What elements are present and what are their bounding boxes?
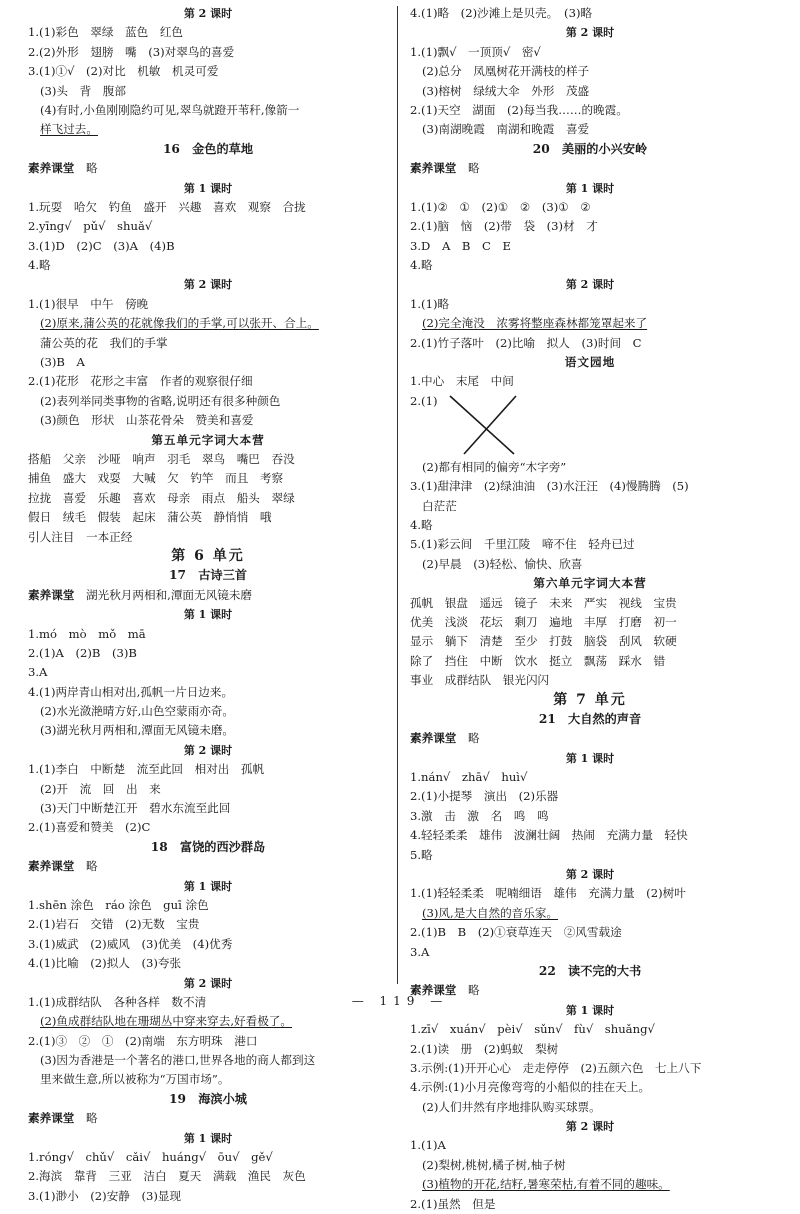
answer-line — [28, 353, 388, 372]
answer-line — [410, 516, 770, 535]
answer-text: 2.(1)花形 花形之丰富 作者的观察很仔细 — [28, 374, 253, 389]
answer-text: 2.(2)外形 翅膀 嘴 (3)对翠鸟的喜爱 — [28, 44, 235, 59]
answer-line — [410, 787, 770, 806]
answer-line — [410, 1098, 770, 1117]
section-answer: 略 — [86, 859, 98, 874]
literacy-class-line — [28, 857, 388, 876]
answer-line — [28, 1167, 388, 1186]
section-answer: 略 — [468, 161, 480, 176]
lesson-period-heading: 第 2 课时 — [183, 278, 233, 292]
lesson-period-heading: 第 2 课时 — [565, 26, 615, 40]
answer-line — [28, 217, 388, 236]
lesson-title: 16 金色的草地 — [162, 141, 254, 156]
section-label: 素养课堂 — [28, 1111, 75, 1126]
matching-diagram — [410, 392, 770, 458]
answer-line — [410, 1040, 770, 1059]
answer-text: 拉拢 喜爱 乐趣 喜欢 母亲 雨点 船头 翠绿 — [28, 490, 295, 505]
answer-line — [410, 613, 770, 632]
answer-line — [410, 295, 770, 314]
answer-text: 1.róng√ chǔ√ cǎi√ huáng√ ōu√ gě√ — [28, 1150, 273, 1165]
answer-line — [28, 915, 388, 934]
lesson-title: 21 大自然的声音 — [538, 711, 642, 726]
answer-line — [28, 1012, 388, 1031]
lesson-period-heading: 第 1 课时 — [565, 751, 615, 765]
answer-text: (3)湖光秋月两相和,潭面无风镜未磨。 — [40, 723, 235, 738]
answer-text: (3)头 背 腹部 — [40, 83, 126, 98]
answer-line — [28, 625, 388, 644]
answer-line — [410, 237, 770, 256]
answer-text: 2.(1)虽然 但是 — [410, 1196, 496, 1211]
answer-line — [410, 807, 770, 826]
lesson-period-heading: 第 2 课时 — [183, 976, 233, 990]
answer-text: 2.海滨 靠背 三亚 洁白 夏天 满载 渔民 灰色 — [28, 1169, 306, 1184]
answer-line — [28, 702, 388, 721]
answer-line — [28, 896, 388, 915]
lesson-title: 22 读不完的大书 — [538, 963, 642, 978]
answer-line — [28, 469, 388, 488]
answer-text: 1.(1)彩色 翠绿 蓝色 红色 — [28, 25, 184, 40]
answer-text: (2)人们井然有序地排队购买球票。 — [422, 1099, 601, 1114]
answer-text: 4.略 — [410, 517, 433, 532]
answer-line — [28, 450, 388, 469]
answer-line — [410, 372, 770, 391]
answer-text: 2.(1)岩石 交错 (2)无数 宝贵 — [28, 917, 200, 932]
vocabulary-section-title: 第五单元字词大本营 — [151, 432, 265, 447]
answer-line — [410, 1195, 770, 1214]
answer-text: 3.(1)威武 (2)威风 (3)优美 (4)优秀 — [28, 936, 233, 951]
answer-line — [28, 256, 388, 275]
lesson-period-heading: 第 1 课时 — [565, 1003, 615, 1017]
answer-text: (3)天门中断楚江开 碧水东流至此回 — [40, 801, 231, 816]
answer-text: 2.(1)A (2)B (3)B — [28, 645, 137, 660]
answer-text: 2.(1)脑 恼 (2)带 袋 (3)材 才 — [410, 219, 598, 234]
answer-line — [410, 4, 770, 23]
literacy-class-line — [28, 586, 388, 605]
answer-text: 搭船 父亲 沙哑 响声 羽毛 翠鸟 嘴巴 吞没 — [28, 451, 295, 466]
matching-line-1 — [450, 396, 514, 454]
answer-line — [28, 43, 388, 62]
answer-line — [28, 1187, 388, 1206]
answer-line — [410, 826, 770, 845]
answer-line — [410, 334, 770, 353]
answer-text: 4.示例:(1)小月亮像弯弯的小船似的挂在天上。 — [410, 1080, 651, 1095]
answer-text: 2.(1)B B (2)①衰草连天 ②风雪载途 — [410, 925, 622, 940]
answer-line — [410, 256, 770, 275]
answer-text: (2)早晨 (3)轻松、愉快、欣喜 — [422, 556, 583, 571]
answer-line — [410, 1136, 770, 1155]
answer-line — [410, 314, 770, 333]
answer-line — [28, 1070, 388, 1089]
answer-text: 4.(1)略 (2)沙滩上是贝壳。 (3)略 — [410, 6, 593, 20]
underlined-answer: (3)植物的开花,结籽,暑寒荣枯,有着不同的趣味。 — [422, 1177, 670, 1192]
underlined-answer: (3)风,是大自然的音乐家。 — [422, 905, 559, 920]
answer-text: 4.轻轻柔柔 雄伟 波澜壮阔 热闹 充满力量 轻快 — [410, 828, 688, 843]
answer-text: 3.D A B C E — [410, 238, 511, 253]
answer-line — [410, 594, 770, 613]
section-answer: 湖光秋月两相和,潭面无风镜未磨 — [86, 587, 252, 602]
answer-text: (2)总分 凤凰树花开满枝的样子 — [422, 64, 590, 79]
answer-text: 4.(1)两岸青山相对出,孤帆一片日边来。 — [28, 684, 234, 699]
answer-text: 2.(1)喜爱和赞美 (2)C — [28, 820, 151, 835]
answer-text: 2.(1)读 册 (2)蚂蚁 梨树 — [410, 1041, 559, 1056]
answer-text: 1.玩耍 哈欠 钓鱼 盛开 兴趣 喜欢 观察 合拢 — [28, 199, 306, 214]
section-label: 素养课堂 — [410, 983, 457, 998]
vocabulary-section-title: 第六单元字词大本营 — [533, 576, 647, 591]
answer-text: 优美 浅淡 花坛 剩刀 遍地 丰厚 打磨 初一 — [410, 614, 677, 629]
answer-line — [410, 768, 770, 787]
lesson-period-heading: 第 2 课时 — [565, 278, 615, 292]
answer-line — [28, 101, 388, 120]
lesson-period-heading: 第 1 课时 — [183, 879, 233, 893]
answer-line — [410, 1156, 770, 1175]
answer-line — [28, 760, 388, 779]
answer-line — [28, 120, 388, 139]
answer-text: 2.(1)③ ② ① (2)南端 东方明珠 港口 — [28, 1033, 258, 1048]
answer-line — [28, 295, 388, 314]
answer-text: 2.yīng√ pǔ√ shuǎ√ — [28, 219, 153, 234]
vocabulary-section-title: 语文园地 — [564, 355, 616, 370]
unit-title: 第 6 单元 — [171, 547, 245, 564]
section-answer: 略 — [468, 983, 480, 998]
answer-text: 事业 成群结队 银光闪闪 — [410, 673, 550, 688]
answer-line — [410, 904, 770, 923]
lesson-period-heading: 第 1 课时 — [183, 608, 233, 622]
answer-line — [28, 314, 388, 333]
lesson-period-heading: 第 2 课时 — [565, 868, 615, 882]
answer-line — [410, 535, 770, 554]
answer-text: 1.zī√ xuán√ pèi√ sǔn√ fù√ shuǎng√ — [410, 1022, 655, 1037]
literacy-class-line — [410, 159, 770, 178]
answer-text: (3)B A — [40, 355, 85, 370]
answer-text: 1.(1)很早 中午 傍晚 — [28, 296, 149, 311]
answer-line — [28, 954, 388, 973]
answer-line — [28, 392, 388, 411]
lesson-period-heading: 第 2 课时 — [183, 743, 233, 757]
answer-line — [28, 721, 388, 740]
answer-text: (2)都有相同的偏旁“木字旁” — [422, 459, 567, 474]
answer-line — [28, 508, 388, 527]
answer-text: 除了 挡住 中断 饮水 挺立 飘荡 踩水 错 — [410, 653, 666, 668]
answer-text: 蒲公英的花 我们的手掌 — [40, 335, 168, 350]
answer-text: (2)梨树,桃树,橘子树,柚子树 — [422, 1157, 566, 1172]
lesson-period-heading: 第 2 课时 — [183, 7, 233, 20]
answer-text: 1.(1)飘√ 一顶顶√ 密√ — [410, 44, 541, 59]
answer-line — [28, 663, 388, 682]
answer-line — [410, 497, 770, 516]
answer-text: 引人注目 一本正经 — [28, 529, 133, 544]
answer-text: 假日 绒毛 假装 起床 蒲公英 静悄悄 哦 — [28, 510, 272, 525]
lesson-period-heading: 第 2 课时 — [565, 1120, 615, 1134]
answer-line — [28, 1051, 388, 1070]
underlined-answer: (2)鱼成群结队地在珊瑚丛中穿来穿去,好看极了。 — [40, 1014, 292, 1029]
answer-text: 1.(1)A — [410, 1138, 446, 1153]
answer-text: (3)因为香港是一个著名的港口,世界各地的商人都到这 — [40, 1053, 316, 1068]
answer-line — [410, 217, 770, 236]
answer-text: 3.(1)①√ (2)对比 机敏 机灵可爱 — [28, 64, 219, 79]
answer-text: 1.nán√ zhā√ huì√ — [410, 770, 528, 785]
right-column — [410, 4, 770, 1214]
answer-text: 1.(1)轻轻柔柔 呢喃细语 雄伟 充满力量 (2)树叶 — [410, 886, 686, 901]
answer-text: 里来做生意,所以被称为“万国市场”。 — [40, 1072, 230, 1087]
literacy-class-line — [410, 729, 770, 748]
answer-line — [410, 652, 770, 671]
matching-lines-icon — [424, 392, 584, 458]
answer-line — [410, 62, 770, 81]
lesson-period-heading: 第 1 课时 — [565, 181, 615, 195]
answer-line — [28, 411, 388, 430]
answer-text: 5.(1)彩云间 千里江陵 啼不住 轻舟已过 — [410, 537, 635, 552]
lesson-title: 20 美丽的小兴安岭 — [532, 141, 648, 156]
answer-text: 1.(1)成群结队 各种各样 数不清 — [28, 994, 207, 1009]
answer-text: 3.(1)渺小 (2)安静 (3)显现 — [28, 1188, 182, 1203]
answer-line — [28, 198, 388, 217]
answer-text: 3.A — [28, 665, 48, 680]
answer-text: 1.(1)李白 中断楚 流至此回 相对出 孤帆 — [28, 762, 265, 777]
lesson-title: 17 古诗三首 — [169, 568, 247, 583]
answer-text: 1.中心 末尾 中间 — [410, 374, 514, 389]
answer-line — [410, 923, 770, 942]
answer-line — [28, 683, 388, 702]
answer-line — [410, 1078, 770, 1097]
answer-line — [410, 846, 770, 865]
answer-line — [410, 477, 770, 496]
section-answer: 略 — [468, 731, 480, 746]
section-label: 素养课堂 — [28, 587, 75, 602]
answer-text: (3)颜色 形状 山茶花骨朵 赞美和喜爱 — [40, 413, 254, 428]
answer-text: 3.(1)甜津津 (2)绿油油 (3)水汪汪 (4)慢腾腾 (5) — [410, 479, 689, 494]
answer-text: 白茫茫 — [422, 498, 457, 513]
answer-text: 捕鱼 盛大 戏耍 大喊 欠 钓竿 而且 考察 — [28, 471, 284, 486]
answer-line — [28, 372, 388, 391]
answer-line — [410, 1175, 770, 1194]
lesson-title: 19 海滨小城 — [169, 1091, 247, 1106]
answer-text: (2)表列举同类事物的省略,说明还有很多种颜色 — [40, 393, 281, 408]
answer-text: 4.略 — [28, 258, 51, 273]
column-divider — [397, 6, 398, 984]
answer-line — [28, 82, 388, 101]
answer-line — [28, 528, 388, 547]
answer-line — [410, 101, 770, 120]
answer-text: 显示 躺下 清楚 至少 打鼓 脑袋 刮风 软硬 — [410, 634, 677, 649]
answer-line — [410, 1059, 770, 1078]
answer-line — [28, 644, 388, 663]
answer-line — [410, 120, 770, 139]
answer-text: 5.略 — [410, 847, 433, 862]
answer-text: 4.(1)比喻 (2)拟人 (3)夸张 — [28, 956, 182, 971]
answer-line — [410, 671, 770, 690]
answer-line — [410, 555, 770, 574]
section-label: 素养课堂 — [410, 731, 457, 746]
answer-text: 3.示例:(1)开开心心 走走停停 (2)五颜六色 七上八下 — [410, 1060, 702, 1075]
literacy-class-line — [28, 1109, 388, 1128]
section-label: 素养课堂 — [28, 161, 75, 176]
answer-text: (2)开 流 回 出 来 — [40, 781, 161, 796]
answer-line — [28, 780, 388, 799]
underlined-answer: 样飞过去。 — [40, 122, 98, 137]
answer-line — [410, 82, 770, 101]
section-label: 素养课堂 — [28, 859, 75, 874]
answer-text: 1.(1)② ① (2)① ② (3)① ② — [410, 199, 591, 214]
lesson-period-heading: 第 1 课时 — [183, 181, 233, 195]
answer-line — [410, 1020, 770, 1039]
answer-line — [28, 334, 388, 353]
answer-line — [28, 489, 388, 508]
matching-line-2 — [464, 396, 516, 454]
lesson-title: 18 富饶的西沙群岛 — [150, 839, 266, 854]
answer-line — [28, 1032, 388, 1051]
lesson-period-heading: 第 1 课时 — [183, 1131, 233, 1145]
answer-text: 1.mó mò mǒ mā — [28, 626, 146, 641]
answer-text: 3.A — [410, 944, 430, 959]
answer-line — [28, 799, 388, 818]
page-number: — 119 — — [351, 994, 449, 1008]
answer-line — [410, 43, 770, 62]
underlined-answer: (2)原来,蒲公英的花就像我们的手掌,可以张开、合上。 — [40, 316, 319, 331]
answer-text: 4.略 — [410, 258, 433, 273]
answer-text: (3)榕树 绿绒大伞 外形 茂盛 — [422, 83, 590, 98]
answer-line — [28, 935, 388, 954]
answer-line — [28, 818, 388, 837]
answer-text: (3)南湖晚霞 南湖和晚霞 喜爱 — [422, 122, 590, 137]
answer-text: (2)水光潋滟晴方好,山色空蒙雨亦奇。 — [40, 704, 235, 719]
answer-text: 2.(1)天空 湖面 (2)每当我……的晚霞。 — [410, 102, 628, 117]
answer-text: (4)有时,小鱼刚刚隐约可见,翠鸟就蹬开苇秆,像箭一 — [40, 102, 300, 117]
answer-text: 1.shēn 涂色 ráo 涂色 guī 涂色 — [28, 897, 209, 912]
section-label: 素养课堂 — [410, 161, 457, 176]
section-answer: 略 — [86, 161, 98, 176]
literacy-class-line — [28, 159, 388, 178]
answer-text: 2.(1)竹子落叶 (2)比喻 拟人 (3)时间 C — [410, 335, 642, 350]
left-column — [28, 4, 388, 1206]
answer-line — [410, 632, 770, 651]
matching-question-label: 2.(1) — [410, 393, 438, 408]
answer-line — [28, 23, 388, 42]
answer-text: 3.(1)D (2)C (3)A (4)B — [28, 238, 175, 253]
unit-title: 第 7 单元 — [553, 691, 627, 708]
answer-line — [410, 198, 770, 217]
answer-line — [28, 62, 388, 81]
answer-line — [28, 1148, 388, 1167]
answer-text: 孤帆 银盘 遥远 镜子 未来 严实 视线 宝贵 — [410, 595, 677, 610]
answer-line — [410, 943, 770, 962]
answer-line — [410, 458, 770, 477]
underlined-answer: (2)完全淹没 浓雾将整座森林都笼罩起来了 — [422, 316, 648, 331]
section-answer: 略 — [86, 1111, 98, 1126]
answer-line — [410, 884, 770, 903]
answer-text: 3.激 击 激 名 鸣 鸣 — [410, 808, 549, 823]
answer-text: 2.(1)小提琴 演出 (2)乐器 — [410, 789, 559, 804]
answer-text: 1.(1)略 — [410, 296, 450, 311]
answer-line — [28, 237, 388, 256]
